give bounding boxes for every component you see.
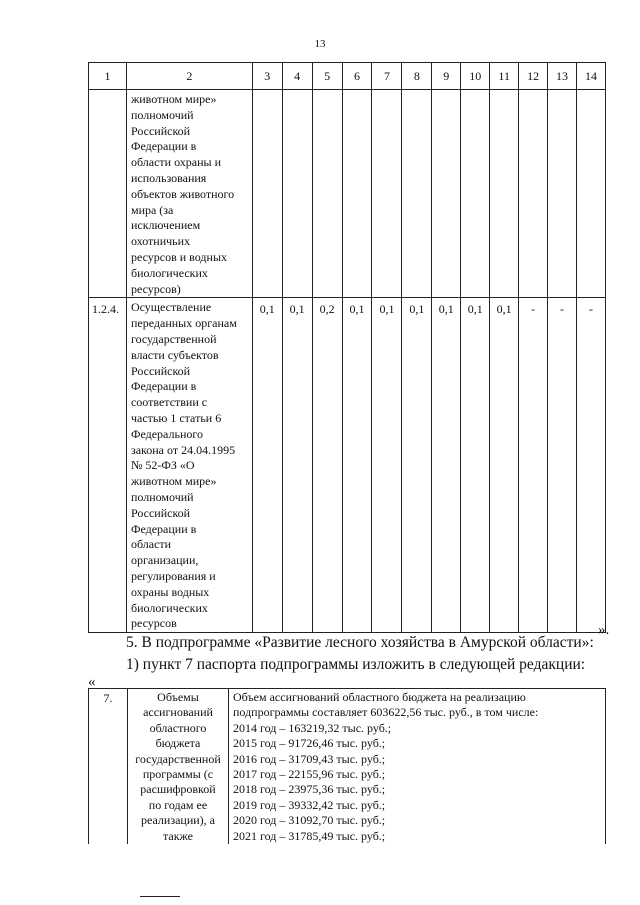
- code-cell: [89, 90, 127, 298]
- content-line: 2017 год – 22155,96 тыс. руб.;: [233, 767, 386, 782]
- text-line: соответствии с: [130, 395, 208, 410]
- value-cell: 0,1: [402, 298, 432, 633]
- value-cell: 0,1: [490, 298, 519, 633]
- table-row-1-2-4: [89, 298, 606, 633]
- content-line: Объем ассигнований областного бюджета на реализацию: [233, 690, 526, 704]
- content-line: подпрограммы составляет 603622,56 тыс. руб., в том числе:: [233, 705, 539, 720]
- text-line: регулирования и: [130, 568, 216, 583]
- text-line: государственной: [130, 331, 217, 346]
- header-cell: 6: [342, 63, 372, 90]
- header-cell: 11: [490, 63, 519, 90]
- text-line: Российской: [130, 123, 191, 138]
- text-line: области: [130, 537, 172, 552]
- text-line: биологических: [130, 265, 208, 280]
- opening-quote: «: [88, 674, 96, 690]
- value-cell: 0,1: [461, 298, 490, 633]
- text-line: ресурсов): [130, 281, 181, 296]
- text-line: ресурсов: [130, 616, 177, 631]
- header-cell: 4: [282, 63, 312, 90]
- text-line: Федерации в: [130, 521, 197, 536]
- value-cell: -: [519, 298, 548, 633]
- description-cell: [126, 90, 252, 298]
- header-cell: 12: [519, 63, 548, 90]
- header-cell: 13: [548, 63, 577, 90]
- content-line: 2016 год – 31709,43 тыс. руб.;: [233, 751, 386, 766]
- code-cell: 1.2.4.: [89, 298, 127, 633]
- text-line: охотничьих: [130, 234, 191, 249]
- header-cell: 14: [576, 63, 605, 90]
- page-number: 13: [314, 38, 326, 50]
- text-line: власти субъектов: [130, 347, 219, 362]
- text-line: животном мире»: [130, 474, 217, 489]
- text-line: животном мире»: [130, 92, 217, 106]
- text-line: переданных органам: [130, 316, 237, 331]
- label-line: также: [162, 828, 193, 843]
- text-line: исключением: [130, 218, 201, 233]
- text-line: Осуществление: [130, 300, 212, 315]
- value-cell: 0,2: [312, 298, 342, 633]
- footer-line: [140, 896, 180, 897]
- header-cell: 9: [432, 63, 461, 90]
- header-cell: 5: [312, 63, 342, 90]
- content-line: 2019 год – 39332,42 тыс. руб.;: [233, 797, 386, 812]
- text-line: Федерального: [130, 426, 203, 441]
- header-cell: 3: [252, 63, 282, 90]
- text-line: Федерации в: [130, 379, 197, 394]
- text-line: биологических: [130, 600, 208, 615]
- passport-row: [89, 689, 606, 845]
- text-line: организации,: [130, 553, 199, 568]
- table-row-continued: [89, 90, 606, 298]
- text-line: ресурсов и водных: [130, 249, 228, 264]
- header-cell: 7: [372, 63, 402, 90]
- text-line: Российской: [130, 505, 191, 520]
- label-line: ассигнований: [143, 705, 213, 720]
- label-line: расшифровкой: [140, 782, 216, 797]
- text-line: полномочий: [130, 107, 194, 122]
- text-line: области охраны и: [130, 155, 222, 170]
- text-line: использования: [130, 170, 207, 185]
- value-cell: -: [548, 298, 577, 633]
- value-cell: 0,1: [342, 298, 372, 633]
- label-line: программы (с: [142, 767, 214, 782]
- label-line: реализации), а: [141, 813, 215, 828]
- closing-quote: ».: [598, 622, 610, 638]
- text-line: Федерации в: [130, 139, 197, 154]
- passport-content: [229, 689, 606, 845]
- text-line: закона от 24.04.1995: [130, 442, 236, 457]
- header-cell: 2: [126, 63, 252, 90]
- text-line: № 52-ФЗ «О: [130, 458, 195, 473]
- text-line: мира (за: [130, 202, 174, 217]
- label-line: государственной: [135, 751, 221, 766]
- passport-table: [88, 688, 606, 844]
- paragraph-5-1: 1) пункт 7 паспорта подпрограммы изложить в следующей редакции:: [126, 656, 586, 673]
- content-line: 2020 год – 31092,70 тыс. руб.;: [233, 813, 386, 828]
- text-line: объектов животного: [130, 186, 235, 201]
- value-cell: -: [576, 298, 605, 633]
- label-line: Объемы: [157, 690, 199, 704]
- header-cell: 10: [461, 63, 490, 90]
- text-line: частью 1 статьи 6: [130, 410, 222, 425]
- content-line: 2021 год – 31785,49 тыс. руб.;: [233, 828, 386, 843]
- content-line: 2015 год – 91726,46 тыс. руб.;: [233, 736, 386, 751]
- value-cell: 0,1: [252, 298, 282, 633]
- text-line: охраны водных: [130, 584, 210, 599]
- header-cell: 8: [402, 63, 432, 90]
- content-line: 2018 год – 23975,36 тыс. руб.;: [233, 782, 386, 797]
- label-line: по годам ее: [148, 797, 208, 812]
- header-cell: 1: [89, 63, 127, 90]
- text-line: полномочий: [130, 489, 194, 504]
- text-line: Российской: [130, 363, 191, 378]
- paragraph-5: 5. В подпрограмме «Развитие лесного хозяйства в Амурской области»:: [126, 634, 594, 651]
- value-cell: 0,1: [432, 298, 461, 633]
- label-line: бюджета: [155, 736, 201, 751]
- label-line: областного: [149, 720, 207, 735]
- passport-number: 7.: [89, 689, 128, 845]
- passport-label: [128, 689, 229, 845]
- table-header-row: [89, 63, 606, 90]
- value-cell: 0,1: [372, 298, 402, 633]
- description-cell: [126, 298, 252, 633]
- value-cell: 0,1: [282, 298, 312, 633]
- activities-table: [88, 62, 606, 633]
- content-line: 2014 год – 163219,32 тыс. руб.;: [233, 720, 392, 735]
